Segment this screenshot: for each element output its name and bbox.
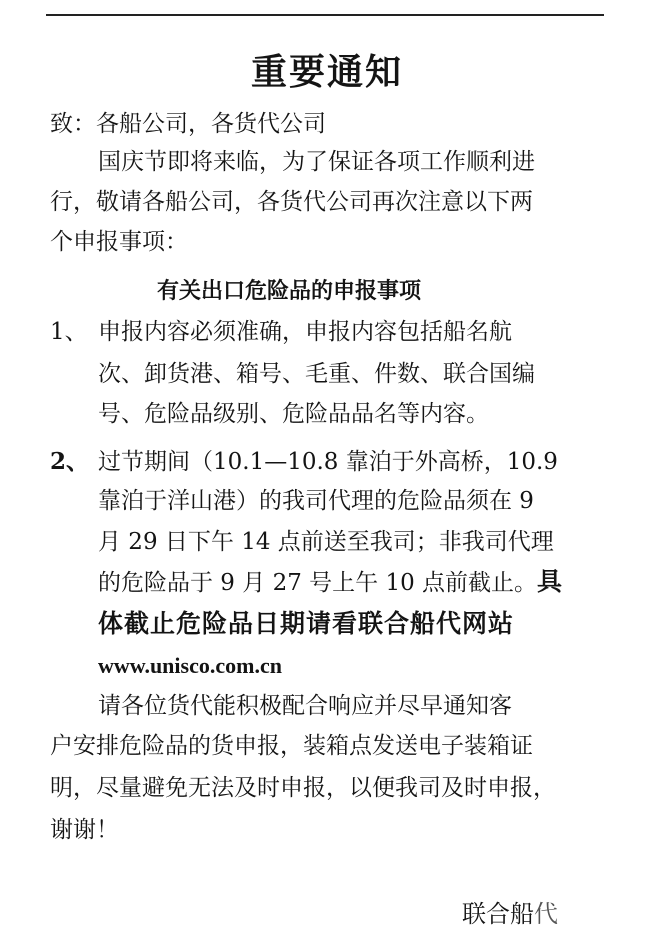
item1-line-2: 次、卸货港、箱号、毛重、件数、联合国编 [98,361,535,387]
item2-line-4-text: 的危险品于 9 月 27 号上午 10 点前截止。 [98,570,538,596]
salutation: 致：各船公司，各货代公司 [50,111,326,137]
website-url: www.unisco.com.cn [98,653,282,678]
item2-line-1: 过节期间（10.1—10.8 靠泊于外高桥，10.9 [98,449,558,475]
signature [462,897,558,931]
notice-title: 重要通知 [250,52,403,93]
closing-line-4: 谢谢！ [50,817,119,843]
subheading: 有关出口危险品的申报事项 [157,279,422,304]
closing-line-1: 请各位货代能积极配合响应并尽早通知客 [98,693,512,719]
item2-line-4 [98,566,563,599]
item1-line-3: 号、危险品级别、危险品品名等内容。 [98,401,489,427]
intro-line-2: 行，敬请各船公司，各货代公司再次注意以下两 [50,189,533,215]
signature-visible: 联合船 [462,900,534,928]
closing-line-2: 户安排危险品的货申报，装箱点发送电子装箱证 [50,733,533,759]
signature-cut: 代 [534,900,558,928]
item1-line-1: 申报内容必须准确，申报内容包括船名航 [98,319,512,345]
closing-line-3: 明，尽量避免无法及时申报，以便我司及时申报， [50,775,556,801]
intro-line-1: 国庆节即将来临，为了保证各项工作顺利进 [98,149,535,175]
intro-line-3: 个申报事项： [50,229,188,255]
deadline-emphasis-start: 具 [537,567,564,596]
item2-line-2: 靠泊于洋山港）的我司代理的危险品须在 9 [98,488,534,514]
deadline-emphasis: 体截止危险品日期请看联合船代网站 [98,609,515,638]
top-rule [46,14,604,16]
item2-number: 2、 [50,448,90,475]
item1-number: 1、 [50,319,88,345]
item2-line-3: 月 29 日下午 14 点前送至我司；非我司代理 [98,529,554,555]
